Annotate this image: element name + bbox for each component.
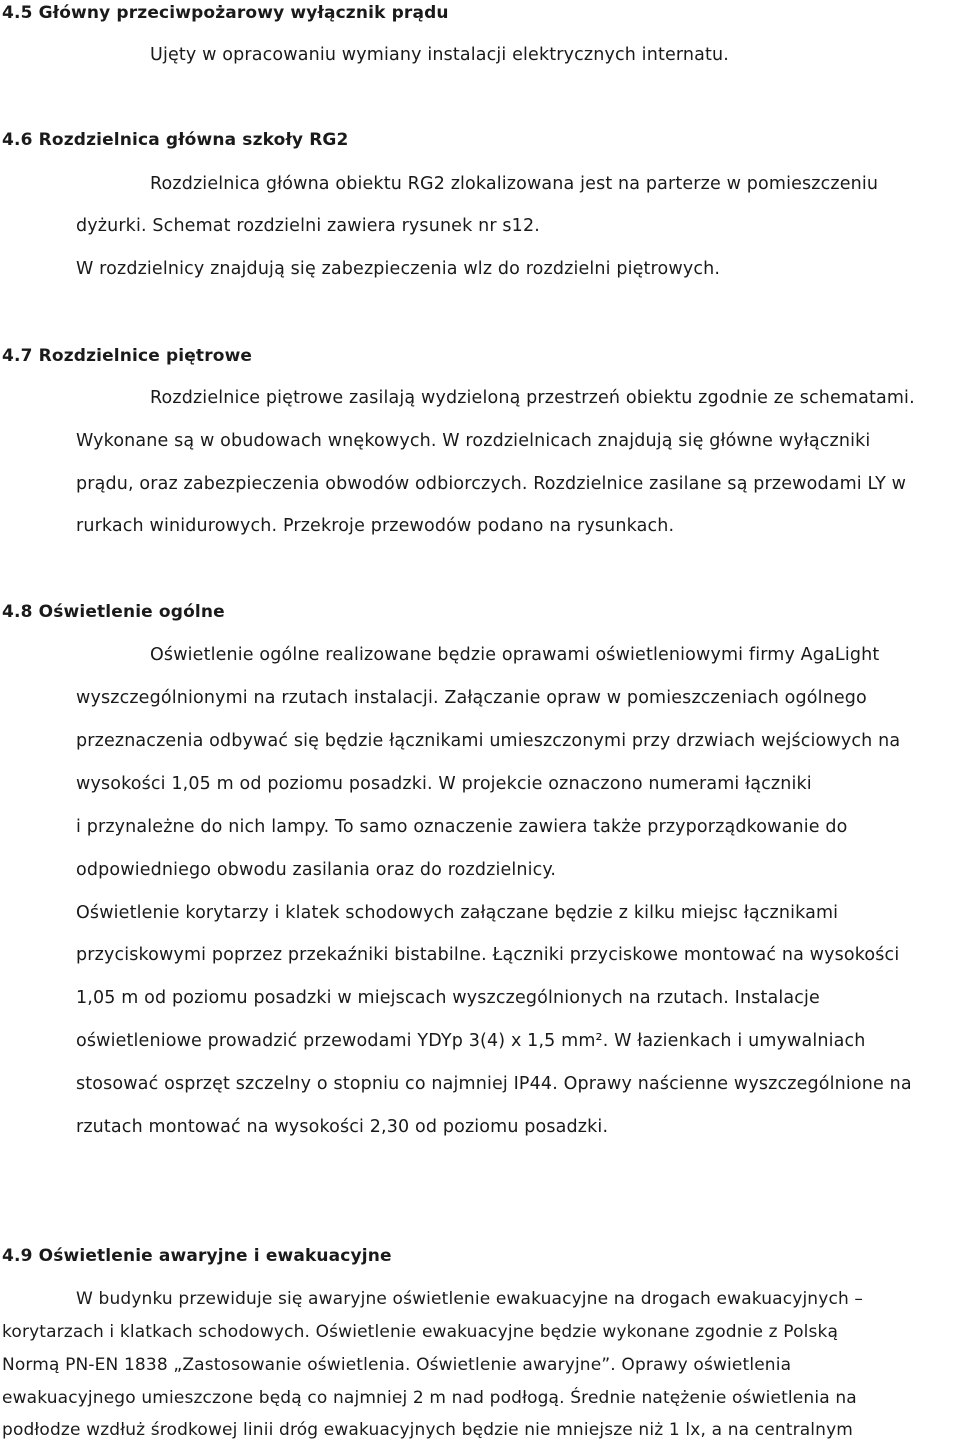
- section-heading: 4.5 Główny przeciwpożarowy wyłącznik prądu: [2, 3, 449, 23]
- paragraph-line: prądu, oraz zabezpieczenia obwodów odbiorczych. Rozdzielnice zasilane są przewodami LY w: [76, 474, 907, 494]
- paragraph-line: 1,05 m od poziomu posadzki w miejscach wyszczególnionych na rzutach. Instalacje: [76, 988, 820, 1008]
- paragraph-line: Normą PN-EN 1838 „Zastosowanie oświetlenia. Oświetlenie awaryjne”. Oprawy oświetlenia: [2, 1355, 792, 1375]
- paragraph-line: korytarzach i klatkach schodowych. Oświetlenie ewakuacyjne będzie wykonane zgodnie z Polską: [2, 1322, 839, 1342]
- paragraph-line: Wykonane są w obudowach wnękowych. W rozdzielnicach znajdują się główne wyłączniki: [76, 431, 871, 451]
- paragraph-line: Oświetlenie ogólne realizowane będzie oprawami oświetleniowymi firmy AgaLight: [150, 645, 880, 665]
- paragraph-line: ewakuacyjnego umieszczone będą co najmniej 2 m nad podłogą. Średnie natężenie oświetlenia na: [2, 1388, 857, 1408]
- paragraph-line: przeznaczenia odbywać się będzie łącznikami umieszczonymi przy drzwiach wejściowych na: [76, 731, 901, 751]
- section-heading: 4.6 Rozdzielnica główna szkoły RG2: [2, 130, 349, 150]
- paragraph-line: Ujęty w opracowaniu wymiany instalacji elektrycznych internatu.: [150, 45, 729, 65]
- paragraph-line: wyszczególnionymi na rzutach instalacji. Załączanie opraw w pomieszczeniach ogólnego: [76, 688, 867, 708]
- paragraph-line: Oświetlenie korytarzy i klatek schodowych załączane będzie z kilku miejsc łącznikami: [76, 903, 839, 923]
- paragraph-line: podłodze wzdłuż środkowej linii dróg ewakuacyjnych będzie nie mniejsze niż 1 lx, a na centralnym: [2, 1420, 854, 1440]
- paragraph-line: dyżurki. Schemat rozdzielni zawiera rysunek nr s12.: [76, 216, 540, 236]
- section-heading: 4.8 Oświetlenie ogólne: [2, 602, 225, 622]
- paragraph-line: wysokości 1,05 m od poziomu posadzki. W projekcie oznaczono numerami łączniki: [76, 774, 812, 794]
- section-heading: 4.7 Rozdzielnice piętrowe: [2, 346, 253, 366]
- paragraph-line: oświetleniowe prowadzić przewodami YDYp 3(4) x 1,5 mm². W łazienkach i umywalniach: [76, 1031, 866, 1051]
- paragraph-line: przyciskowymi poprzez przekaźniki bistabilne. Łączniki przyciskowe montować na wysokości: [76, 945, 900, 965]
- paragraph-line: rzutach montować na wysokości 2,30 od poziomu posadzki.: [76, 1117, 609, 1137]
- paragraph-line: Rozdzielnice piętrowe zasilają wydzieloną przestrzeń obiektu zgodnie ze schematami.: [150, 388, 915, 408]
- paragraph-line: i przynależne do nich lampy. To samo oznaczenie zawiera także przyporządkowanie do: [76, 817, 848, 837]
- paragraph-line: odpowiedniego obwodu zasilania oraz do rozdzielnicy.: [76, 860, 557, 880]
- paragraph-line: Rozdzielnica główna obiektu RG2 zlokalizowana jest na parterze w pomieszczeniu: [150, 174, 879, 194]
- paragraph-line: rurkach winidurowych. Przekroje przewodów podano na rysunkach.: [76, 516, 675, 536]
- paragraph-line: stosować osprzęt szczelny o stopniu co najmniej IP44. Oprawy naścienne wyszczególnione na: [76, 1074, 912, 1094]
- section-heading: 4.9 Oświetlenie awaryjne i ewakuacyjne: [2, 1246, 392, 1266]
- paragraph-line: W rozdzielnicy znajdują się zabezpieczenia wlz do rozdzielni piętrowych.: [76, 259, 721, 279]
- paragraph-line: W budynku przewiduje się awaryjne oświetlenie ewakuacyjne na drogach ewakuacyjnych –: [76, 1289, 864, 1309]
